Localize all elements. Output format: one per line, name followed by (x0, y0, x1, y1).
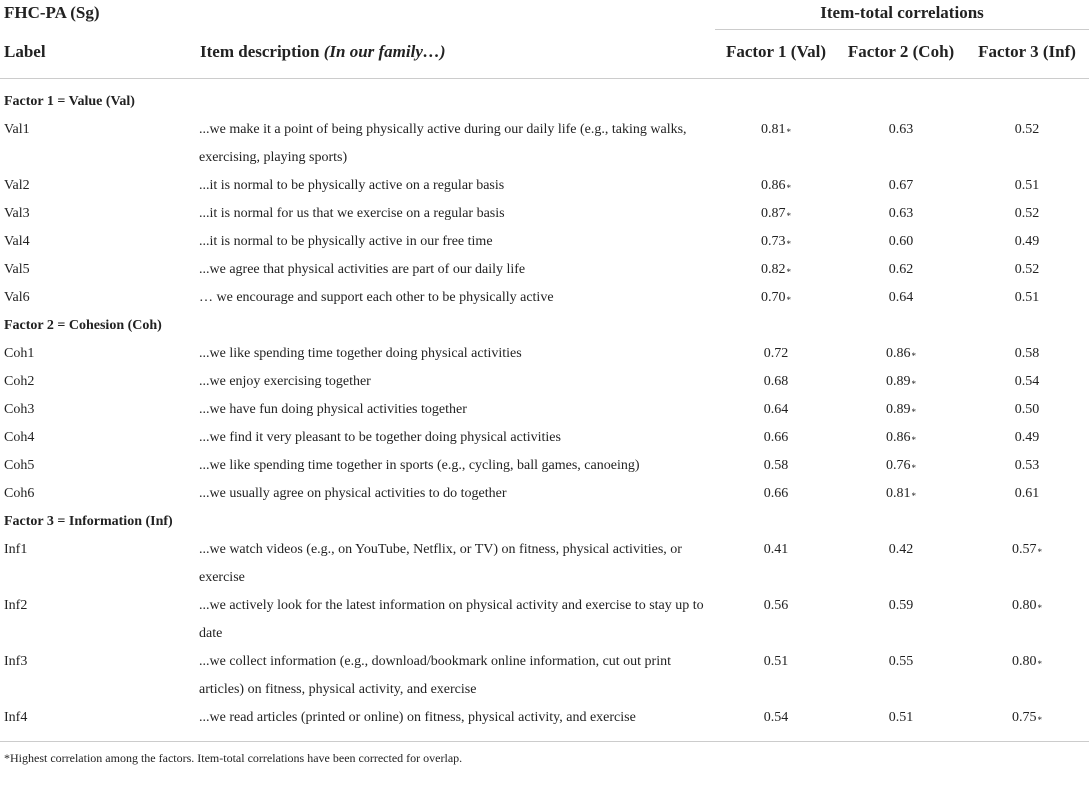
highest-correlation-star: * (786, 211, 792, 221)
factor1-correlation (715, 200, 837, 228)
factor1-correlation (715, 536, 837, 592)
correlation-value: 0.41 (763, 542, 789, 557)
correlation-value: 0.52 (1014, 206, 1040, 221)
item-description: ...we collect information (e.g., download/bookmark online information, cut out print articles) on fitness, physical activity, and exercise (199, 654, 672, 697)
section-row (0, 312, 1089, 340)
correlation-value: 0.49 (1014, 430, 1040, 445)
col-header-description-italic: (In our family…) (323, 41, 446, 61)
col-header-factor3: Factor 3 (Inf) (965, 30, 1089, 79)
correlation-value: 0.68 (763, 374, 789, 389)
factor1-correlation (715, 284, 837, 312)
col-header-label: Label (0, 30, 196, 79)
item-description: ...we enjoy exercising together (199, 374, 371, 389)
factor2-correlation (837, 172, 965, 200)
highest-correlation-star: * (1037, 547, 1043, 557)
factor1-correlation (715, 368, 837, 396)
highest-correlation-star: * (786, 295, 792, 305)
factor2-correlation (837, 592, 965, 648)
table-row (0, 704, 1089, 742)
correlation-value: 0.81 (886, 486, 911, 501)
factor1-correlation (715, 592, 837, 648)
factor1-correlation (715, 228, 837, 256)
item-label: Val1 (4, 122, 30, 137)
factor1-correlation (715, 116, 837, 172)
highest-correlation-star: * (911, 407, 917, 417)
correlation-value: 0.82 (761, 262, 786, 277)
highest-correlation-star: * (911, 463, 917, 473)
col-header-factor1: Factor 1 (Val) (715, 30, 837, 79)
factor1-correlation (715, 424, 837, 452)
table-footnote: *Highest correlation among the factors. Item-total correlations have been corrected for overlap. (4, 751, 463, 765)
item-label: Val6 (4, 290, 30, 305)
factor2-correlation (837, 368, 965, 396)
factor1-correlation (715, 648, 837, 704)
correlation-value: 0.89 (886, 374, 911, 389)
table-row (0, 452, 1089, 480)
factor1-correlation (715, 340, 837, 368)
correlation-value: 0.54 (1014, 374, 1040, 389)
highest-correlation-star: * (786, 127, 792, 137)
item-label: Coh3 (4, 402, 35, 417)
factor3-correlation (965, 704, 1089, 742)
factor3-correlation (965, 368, 1089, 396)
correlation-value: 0.80 (1012, 654, 1037, 669)
table-row (0, 116, 1089, 172)
item-description: ...it is normal to be physically active in our free time (199, 234, 493, 249)
factor2-correlation (837, 340, 965, 368)
correlation-value: 0.51 (1014, 290, 1040, 305)
item-label: Inf3 (4, 654, 28, 669)
factor3-correlation (965, 340, 1089, 368)
item-total-correlations-heading: Item-total correlations (715, 0, 1089, 30)
highest-correlation-star: * (911, 351, 917, 361)
factor2-correlation (837, 396, 965, 424)
correlation-value: 0.62 (888, 262, 914, 277)
correlation-value: 0.52 (1014, 262, 1040, 277)
correlation-value: 0.81 (761, 122, 786, 137)
item-description: … we encourage and support each other to be physically active (199, 290, 554, 305)
item-description: ...we have fun doing physical activities together (199, 402, 467, 417)
section-title: Factor 2 = Cohesion (Coh) (4, 318, 162, 333)
factor1-correlation (715, 704, 837, 742)
factor2-correlation (837, 228, 965, 256)
item-label: Val2 (4, 178, 30, 193)
highest-correlation-star: * (786, 239, 792, 249)
correlation-value: 0.60 (888, 234, 914, 249)
highest-correlation-star: * (911, 435, 917, 445)
item-label: Inf2 (4, 598, 28, 613)
item-description: ...we find it very pleasant to be together doing physical activities (199, 430, 561, 445)
factor1-correlation (715, 452, 837, 480)
section-row (0, 508, 1089, 536)
table-row (0, 368, 1089, 396)
factor2-correlation (837, 452, 965, 480)
correlation-value: 0.87 (761, 206, 786, 221)
correlation-value: 0.73 (761, 234, 786, 249)
correlation-value: 0.75 (1012, 710, 1037, 725)
table-row (0, 228, 1089, 256)
item-description: ...we read articles (printed or online) on fitness, physical activity, and exercise (196, 704, 715, 742)
correlation-value: 0.58 (1014, 346, 1040, 361)
correlation-value: 0.52 (1014, 122, 1040, 137)
correlation-value: 0.57 (1012, 542, 1037, 557)
table-row (0, 536, 1089, 592)
factor3-correlation (965, 116, 1089, 172)
correlation-value: 0.63 (888, 122, 914, 137)
section-row (0, 79, 1089, 117)
correlation-value: 0.61 (1014, 486, 1040, 501)
highest-correlation-star: * (1037, 659, 1043, 669)
table-row (0, 396, 1089, 424)
factor3-correlation (965, 536, 1089, 592)
factor3-correlation (965, 284, 1089, 312)
correlation-value: 0.89 (886, 402, 911, 417)
table-row (0, 172, 1089, 200)
item-description: ...we usually agree on physical activities to do together (199, 486, 507, 501)
item-description: ...we make it a point of being physically active during our daily life (e.g., taking walks, exercising, playing sports) (199, 122, 687, 165)
table-body (0, 79, 1089, 767)
item-label: Coh2 (4, 374, 35, 389)
table-row (0, 340, 1089, 368)
header-row-top (0, 0, 1089, 30)
factor3-correlation (965, 228, 1089, 256)
section-title: Factor 3 = Information (Inf) (4, 514, 173, 529)
factor1-correlation (715, 256, 837, 284)
item-label: Inf4 (0, 704, 196, 742)
correlation-value: 0.64 (888, 290, 914, 305)
correlation-value: 0.56 (763, 598, 789, 613)
scale-label: FHC-PA (Sg) (4, 3, 100, 22)
factor1-correlation (715, 396, 837, 424)
item-description: ...we actively look for the latest information on physical activity and exercise to stay up to date (199, 598, 704, 641)
factor2-correlation (837, 536, 965, 592)
factor2-correlation (837, 648, 965, 704)
table-row (0, 648, 1089, 704)
factor2-correlation (837, 480, 965, 508)
highest-correlation-star: * (1037, 715, 1043, 725)
col-header-description (196, 30, 715, 79)
item-label: Coh4 (4, 430, 35, 445)
factor3-correlation (965, 480, 1089, 508)
item-description: ...we watch videos (e.g., on YouTube, Netflix, or TV) on fitness, physical activities, or exercise (199, 542, 682, 585)
factor3-correlation (965, 256, 1089, 284)
factor2-correlation (837, 424, 965, 452)
factor3-correlation (965, 172, 1089, 200)
item-label: Coh1 (4, 346, 35, 361)
item-description: ...we agree that physical activities are part of our daily life (199, 262, 526, 277)
correlation-value: 0.80 (1012, 598, 1037, 613)
correlation-value: 0.53 (1014, 458, 1040, 473)
factor1-correlation (715, 480, 837, 508)
col-header-description-main: Item description (200, 41, 324, 61)
correlation-value: 0.55 (888, 654, 914, 669)
correlation-value: 0.51 (763, 654, 789, 669)
factor1-correlation (715, 172, 837, 200)
table-row (0, 284, 1089, 312)
correlation-value: 0.50 (1014, 402, 1040, 417)
table-row (0, 480, 1089, 508)
section-title: Factor 1 = Value (Val) (4, 94, 135, 109)
item-label: Val4 (4, 234, 30, 249)
item-description: ...we like spending time together doing physical activities (199, 346, 522, 361)
correlation-value: 0.72 (763, 346, 789, 361)
factor2-correlation (837, 284, 965, 312)
correlation-value: 0.63 (888, 206, 914, 221)
factor3-correlation (965, 592, 1089, 648)
table-row (0, 424, 1089, 452)
highest-correlation-star: * (786, 183, 792, 193)
correlation-value: 0.54 (763, 710, 789, 725)
factor3-correlation (965, 424, 1089, 452)
item-label: Coh6 (4, 486, 35, 501)
correlation-value: 0.59 (888, 598, 914, 613)
header-row-columns (0, 30, 1089, 79)
table-row (0, 592, 1089, 648)
factor3-correlation (965, 648, 1089, 704)
highest-correlation-star: * (911, 491, 917, 501)
correlation-value: 0.70 (761, 290, 786, 305)
item-label: Val3 (4, 206, 30, 221)
correlation-value: 0.67 (888, 178, 914, 193)
item-description: ...it is normal for us that we exercise on a regular basis (199, 206, 505, 221)
correlation-value: 0.86 (761, 178, 786, 193)
item-label: Inf1 (4, 542, 28, 557)
highest-correlation-star: * (786, 267, 792, 277)
item-label: Coh5 (4, 458, 35, 473)
table-row (0, 200, 1089, 228)
item-label: Val5 (4, 262, 30, 277)
factor2-correlation (837, 704, 965, 742)
highest-correlation-star: * (1037, 603, 1043, 613)
table-row (0, 256, 1089, 284)
factor3-correlation (965, 452, 1089, 480)
correlation-value: 0.51 (888, 710, 914, 725)
highest-correlation-star: * (911, 379, 917, 389)
factor2-correlation (837, 256, 965, 284)
col-header-factor2: Factor 2 (Coh) (837, 30, 965, 79)
correlation-value: 0.86 (886, 346, 911, 361)
factor2-correlation (837, 116, 965, 172)
factor2-correlation (837, 200, 965, 228)
correlation-value: 0.66 (763, 430, 789, 445)
correlation-value: 0.76 (886, 458, 911, 473)
correlation-value: 0.49 (1014, 234, 1040, 249)
correlation-value: 0.42 (888, 542, 914, 557)
item-description: ...it is normal to be physically active on a regular basis (199, 178, 505, 193)
correlation-value: 0.66 (763, 486, 789, 501)
factor3-correlation (965, 200, 1089, 228)
correlation-value: 0.86 (886, 430, 911, 445)
footnote-row (0, 742, 1089, 767)
correlation-value: 0.58 (763, 458, 789, 473)
correlation-value: 0.51 (1014, 178, 1040, 193)
item-description: ...we like spending time together in sports (e.g., cycling, ball games, canoeing) (199, 458, 640, 473)
factor3-correlation (965, 396, 1089, 424)
correlation-value: 0.64 (763, 402, 789, 417)
